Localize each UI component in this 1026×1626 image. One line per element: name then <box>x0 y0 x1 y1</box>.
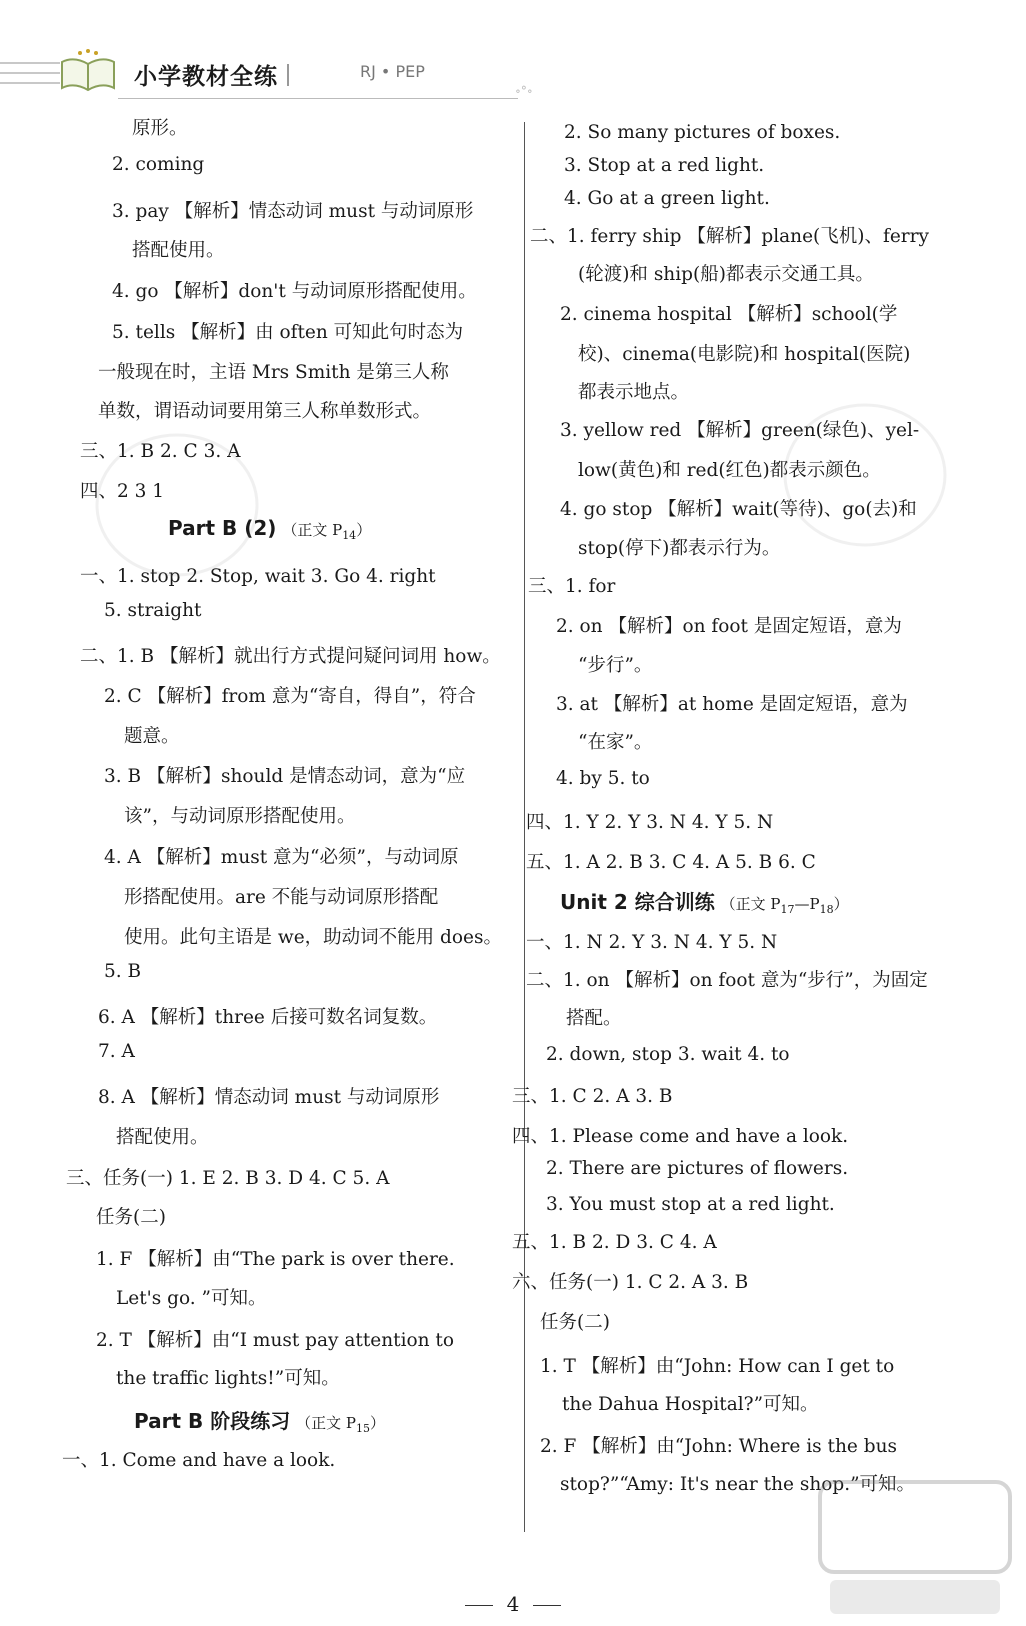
answer-line: 3. at 【解析】at home 是固定短语，意为 <box>556 694 908 715</box>
answer-line: 搭配使用。 <box>116 1127 209 1148</box>
answer-line: 三、1. C 2. A 3. B <box>512 1086 673 1107</box>
answer-line: 五、1. A 2. B 3. C 4. A 5. B 6. C <box>526 852 816 873</box>
answer-line: 搭配。 <box>566 1008 622 1029</box>
answer-line: 2. on 【解析】on foot 是固定短语，意为 <box>556 616 902 637</box>
answer-line: 校)、cinema(电影院)和 hospital(医院) <box>578 344 911 365</box>
answer-line: 使用。此句主语是 we，助动词不能用 does。 <box>124 927 502 948</box>
answer-line: Let's go. ”可知。 <box>116 1288 267 1309</box>
answer-line: “在家”。 <box>578 732 653 753</box>
watermark-stamp-right <box>780 400 950 550</box>
answer-line: the traffic lights!”可知。 <box>116 1368 340 1389</box>
answer-line: 2. T 【解析】由“I must pay attention to <box>96 1330 454 1351</box>
answer-line: 1. F 【解析】由“The park is over there. <box>96 1249 455 1270</box>
answer-line: 8. A 【解析】情态动词 must 与动词原形 <box>98 1087 440 1108</box>
answer-line: 四、1. Please come and have a look. <box>512 1126 849 1147</box>
answer-line: 1. T 【解析】由“John: How can I get to <box>540 1356 895 1377</box>
watermark-logo <box>810 1472 1020 1622</box>
answer-line: 3. You must stop at a red light. <box>546 1194 835 1215</box>
answer-line: 三、1. for <box>528 576 616 597</box>
answer-line: the Dahua Hospital?”可知。 <box>562 1394 819 1415</box>
answer-line: 4. A 【解析】must 意为“必须”，与动词原 <box>104 847 459 868</box>
answer-line: 3. B 【解析】should 是情态动词，意为“应 <box>104 766 466 787</box>
answer-line: 单数，谓语动词要用第三人称单数形式。 <box>98 401 432 422</box>
answer-line: 四、1. Y 2. Y 3. N 4. Y 5. N <box>526 812 774 833</box>
answer-line: 2. cinema hospital 【解析】school(学 <box>560 304 898 325</box>
answer-line: low(黄色)和 red(红色)都表示颜色。 <box>578 460 881 481</box>
answer-line: 三、任务(一) 1. E 2. B 3. D 4. C 5. A <box>66 1168 390 1189</box>
answer-line: 任务(二) <box>96 1207 166 1228</box>
header-title: 小学教材全练 <box>134 64 278 90</box>
answer-line: 一、1. stop 2. Stop, wait 3. Go 4. right <box>80 566 436 587</box>
watermark-stamp-left <box>92 430 262 580</box>
answer-line: “步行”。 <box>578 655 653 676</box>
header-edition: RJ • PEP <box>360 62 425 81</box>
answer-line: 该”，与动词原形搭配使用。 <box>124 806 356 827</box>
header-dots-decoration: ∘°∘ <box>515 84 533 98</box>
page-number-dash <box>465 1605 493 1606</box>
answer-line: 2. F 【解析】由“John: Where is the bus <box>540 1436 897 1457</box>
answer-line: 形搭配使用。are 不能与动词原形搭配 <box>124 887 439 908</box>
answer-line: 二、1. B 【解析】就出行方式提问疑问词用 how。 <box>80 646 501 667</box>
page-number-dash <box>533 1605 561 1606</box>
answer-line: 5. B <box>104 961 142 982</box>
answer-line: 6. A 【解析】three 后接可数名词复数。 <box>98 1007 438 1028</box>
answer-line: 都表示地点。 <box>578 382 690 403</box>
answer-line: stop(停下)都表示行为。 <box>578 538 781 559</box>
answer-line: 一、1. Come and have a look. <box>62 1450 336 1471</box>
answer-line: 5. straight <box>104 600 202 621</box>
answer-line: 2. coming <box>112 154 205 175</box>
answer-line: 7. A <box>98 1041 135 1062</box>
answer-line: 三、1. B 2. C 3. A <box>80 441 241 462</box>
answer-line: 4. by 5. to <box>556 768 650 789</box>
answer-line: 原形。 <box>132 118 188 139</box>
answer-line: 二、1. on 【解析】on foot 意为“步行”，为固定 <box>526 970 928 991</box>
answer-line: 四、2 3 1 <box>80 481 165 502</box>
answer-line: 4. Go at a green light. <box>564 188 770 209</box>
answer-line: 4. go 【解析】don't 与动词原形搭配使用。 <box>112 281 477 302</box>
answer-line: 5. tells 【解析】由 often 可知此句时态为 <box>112 322 464 343</box>
page-reference: （正文 $P_{15}$） <box>296 1414 385 1435</box>
page-reference: （正文 $P_{17}—P_{18}$） <box>720 895 849 916</box>
answer-line: 4. go stop 【解析】wait(等待)、go(去)和 <box>560 499 917 520</box>
answer-line: 题意。 <box>124 726 180 747</box>
answer-line: 2. So many pictures of boxes. <box>564 122 841 143</box>
section-heading <box>560 886 849 916</box>
answer-line: 五、1. B 2. D 3. C 4. A <box>512 1232 717 1253</box>
section-title: Unit 2 综合训练 <box>560 890 715 914</box>
answer-line: 六、任务(一) 1. C 2. A 3. B <box>512 1272 749 1293</box>
answer-line: 一、1. N 2. Y 3. N 4. Y 5. N <box>526 932 778 953</box>
answer-line: 3. yellow red 【解析】green(绿色)、yel- <box>560 420 920 441</box>
answer-line: 3. pay 【解析】情态动词 must 与动词原形 <box>112 201 474 222</box>
page-reference: （正文 $P_{14}$） <box>282 521 372 542</box>
answer-line: 2. C 【解析】from 意为“寄自，得自”，符合 <box>104 686 476 707</box>
answer-line: 任务(二) <box>540 1312 610 1333</box>
page-number-value: 4 <box>506 1592 520 1616</box>
answer-line: 2. down, stop 3. wait 4. to <box>546 1044 790 1065</box>
answer-line: 3. Stop at a red light. <box>564 155 765 176</box>
answer-line: (轮渡)和 ship(船)都表示交通工具。 <box>578 264 874 285</box>
answer-line: 一般现在时，主语 Mrs Smith 是第三人称 <box>98 362 449 383</box>
answer-line: 搭配使用。 <box>132 240 225 261</box>
answer-line: stop?”“Amy: It's near the shop.”可知。 <box>560 1474 916 1495</box>
answer-line: 2. There are pictures of flowers. <box>546 1158 849 1179</box>
answer-line: 二、1. ferry ship 【解析】plane(飞机)、ferry <box>530 226 929 247</box>
section-title: Part B 阶段练习 <box>134 1409 291 1433</box>
section-title: Part B (2) <box>168 516 277 540</box>
